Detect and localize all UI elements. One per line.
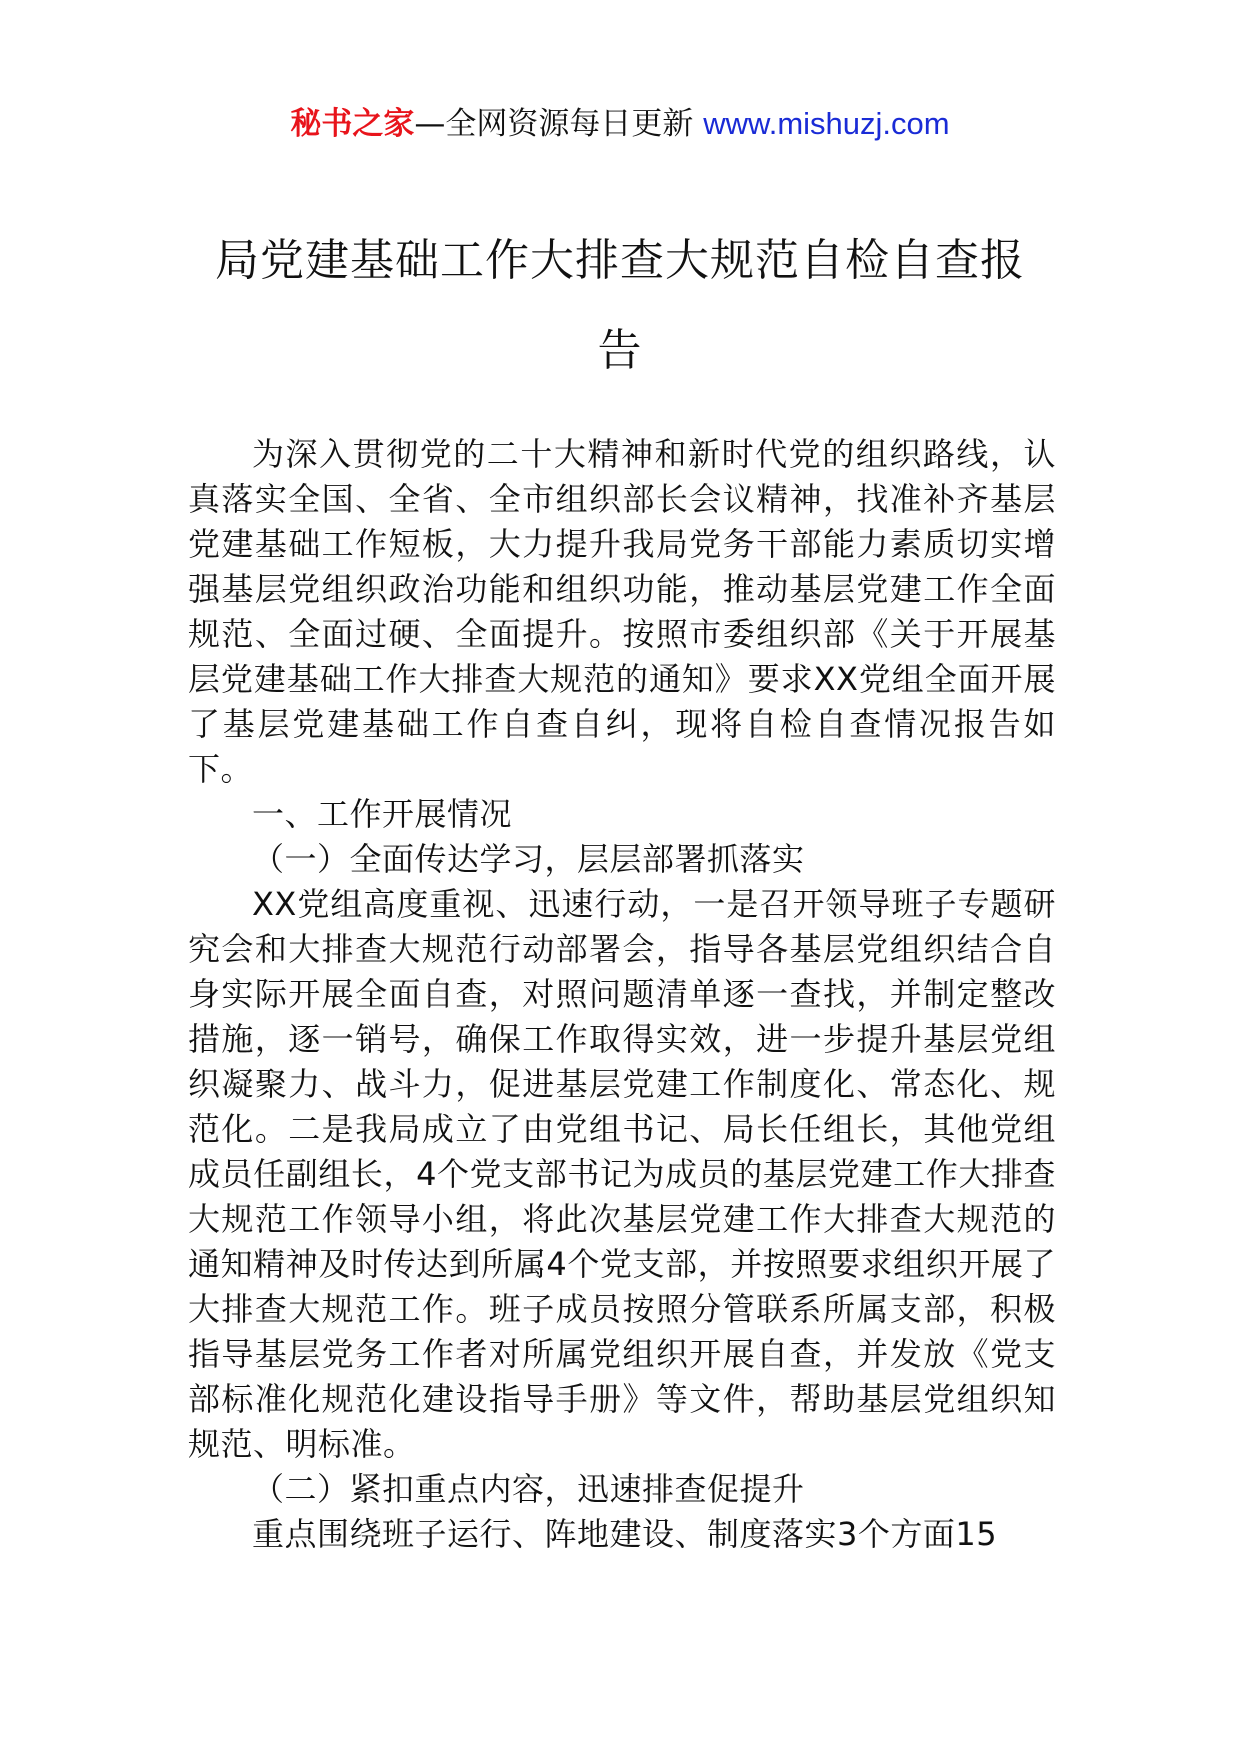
document-body <box>188 432 1056 1557</box>
site-header <box>0 100 1240 148</box>
site-brand: 秘书之家 <box>290 106 415 142</box>
document-title: 局党建基础工作大排查大规范自检自查报告 <box>215 235 1025 376</box>
body-paragraph: XX党组高度重视、迅速行动，一是召开领导班子专题研究会和大排查大规范行动部署会，指导各基层党组织结合自身实际开展全面自查，对照问题清单逐一查找，并制定整改措施，逐一销号，确保工作取得实效，进一步提升基层党组织凝聚力、战斗力，促进基层党建工作制度化、常态化、规范化。二是我局成立了由党组书记、局长任组长，其他党组成员任副组长，4个党支部书记为成员的基层党建工作大排查大规范工作领导小组，将此次基层党建工作大排查大规范的通知精神及时传达到所属4个党支部，并按照要求组织开展了大排查大规范工作。班子成员按照分管联系所属支部，积极指导基层党务工作者对所属党组织开展自查，并发放《党支部标准化规范化建设指导手册》等文件，帮助基层党组织知规范、明标准。 <box>188 885 1056 1463</box>
body-paragraph: 重点围绕班子运行、阵地建设、制度落实3个方面15 <box>252 1515 998 1553</box>
section-heading: 一、工作开展情况 <box>252 795 513 833</box>
subsection-heading: （二）紧扣重点内容，迅速排查促提升 <box>252 1470 805 1508</box>
site-slogan: —全网资源每日更新 <box>414 106 704 142</box>
intro-paragraph: 为深入贯彻党的二十大精神和新时代党的组织路线，认真落实全国、全省、全市组织部长会议精神，找准补齐基层党建基础工作短板，大力提升我局党务干部能力素质切实增强基层党组织政治功能和组织功能，推动基层党建工作全面规范、全面过硬、全面提升。按照市委组织部《关于开展基层党建基础工作大排查大规范的通知》要求XX党组全面开展了基层党建基础工作自查自纠，现将自检自查情况报告如下。 <box>188 435 1056 788</box>
site-url-link[interactable]: www.mishuzj.com <box>703 106 950 141</box>
subsection-heading: （一）全面传达学习，层层部署抓落实 <box>252 840 805 878</box>
